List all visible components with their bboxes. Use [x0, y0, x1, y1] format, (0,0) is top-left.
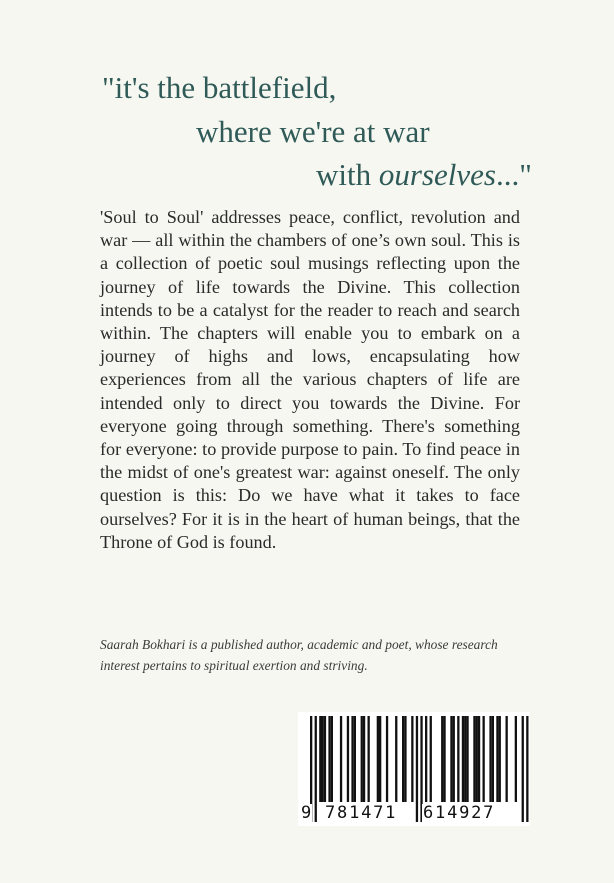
barcode-digit-first: 9	[301, 803, 312, 823]
barcode-bar	[489, 716, 491, 802]
barcode-bar	[351, 716, 353, 802]
barcode-bar	[499, 716, 501, 802]
barcode-bar	[377, 716, 379, 802]
barcode-bar	[492, 716, 494, 802]
barcode-bar	[466, 716, 468, 802]
barcode-bar	[496, 716, 498, 802]
barcode-bar	[483, 716, 485, 802]
barcode-bar	[354, 716, 356, 802]
barcode-bar	[386, 716, 388, 802]
quote-line-3	[316, 155, 532, 195]
barcode-bar	[506, 716, 508, 802]
barcode-bar	[347, 716, 349, 802]
barcode-bar	[430, 716, 432, 802]
barcode-bar	[464, 716, 466, 802]
barcode-bar	[515, 716, 517, 802]
barcode-bar	[379, 716, 381, 802]
quote-line-2: where we're at war	[196, 114, 430, 149]
barcode-bar	[404, 716, 406, 802]
barcode-bar	[425, 716, 427, 802]
barcode-bar	[395, 716, 397, 802]
barcode-bar	[462, 716, 464, 802]
barcode-bar	[368, 716, 370, 802]
book-description: 'Soul to Soul' addresses peace, conflict, revolution and war — all within the chambers of one’s own soul. This is a collection of poetic soul musings reflecting upon the journey of life towards the Divine. This collection intends to be a catalyst for the reader to reach and search within. The chapters will enable you to embark on a journey of highs and lows, encapsulating how experiences from all the various chapters of life are intended only to direct you towards the Divine. For everyone going through something. There's something for everyone: to provide purpose to pain. To find peace in the midst of one's greatest war: against oneself. The only question is this: Do we have what it takes to face ourselves? For it is in the heart of human beings, that the Throne of God is found.	[100, 207, 520, 552]
barcode-bar	[443, 716, 445, 802]
barcode-bar	[478, 716, 480, 802]
barcode-bar	[457, 716, 459, 802]
barcode-bar	[324, 716, 326, 802]
barcode-bar	[476, 716, 478, 802]
barcode-bar	[331, 716, 333, 802]
barcode-bar	[363, 716, 365, 802]
barcode-bar	[411, 716, 413, 802]
quote-emphasis: ourselves	[378, 157, 496, 192]
isbn-barcode	[298, 712, 530, 826]
barcode-bar	[473, 716, 475, 802]
barcode-bar	[340, 716, 342, 802]
quote-line-1: "it's the battlefield,	[102, 70, 337, 105]
barcode-digits-left: 781471	[325, 803, 398, 823]
barcode-bar	[450, 716, 452, 802]
barcode-bar	[402, 716, 404, 802]
author-bio: Saarah Bokhari is a published author, academic and poet, whose research interest pertains to spiritual exertion and striving.	[100, 637, 498, 673]
barcode-bar	[361, 716, 363, 802]
quote-line-3-prefix: with	[316, 157, 379, 192]
quote-line-3-suffix: ..."	[495, 157, 532, 192]
barcode-bar	[328, 716, 330, 802]
barcode-bar	[322, 716, 324, 802]
barcode-bar	[319, 716, 321, 802]
barcode-bar	[441, 716, 443, 802]
barcode-bar	[453, 716, 455, 802]
barcode-digits	[298, 802, 530, 824]
barcode-digits-right: 614927	[423, 803, 496, 823]
